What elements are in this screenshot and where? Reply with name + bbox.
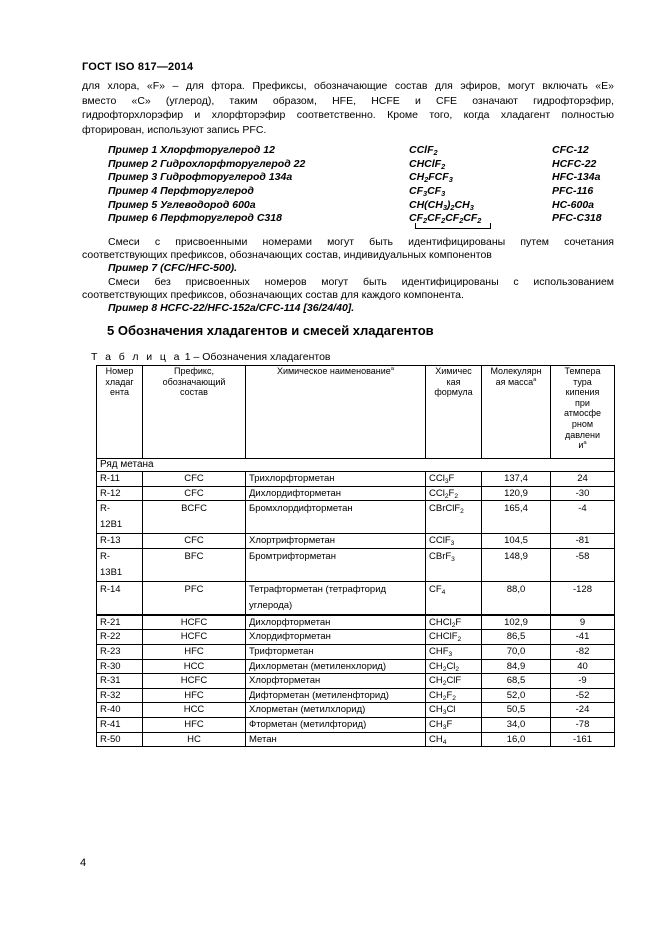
boiling-point: -81 xyxy=(551,534,615,549)
example-code: HC-600a xyxy=(552,198,595,211)
refrigerant-number: R-13 xyxy=(97,534,143,549)
table-caption-prefix: Т а б л и ц а xyxy=(91,351,182,363)
composition-prefix: BFC xyxy=(143,548,246,581)
molecular-mass: 16,0 xyxy=(482,732,551,747)
table-caption-text: 1 – Обозначения хладагентов xyxy=(181,351,331,363)
boiling-point: -161 xyxy=(551,732,615,747)
chemical-formula: $CH_2F_2$ xyxy=(426,688,482,703)
mixtures-line: Смеси с присвоенными номерами могут быть идентифицированы путем сочетания xyxy=(108,236,614,248)
example-code: HCFC-22 xyxy=(552,157,597,170)
example-formula: CClF$_2$ xyxy=(409,144,438,157)
table-header-row xyxy=(97,366,615,459)
example-8: Пример 8 HCFC-22/HFC-152a/CFC-114 [36/24/40]. xyxy=(108,302,355,315)
molecular-mass: 68,5 xyxy=(482,674,551,689)
boiling-point: -30 xyxy=(551,486,615,501)
molecular-mass: 165,4 xyxy=(482,501,551,534)
intro-line: вместо «C» (углерод), таким образом, HFE, HCFE и CFE означают гидрофторэфир, xyxy=(82,94,614,107)
example-code: CFC-12 xyxy=(552,144,589,156)
example-formula: $CF_2CF_2CF_2CF_2$ xyxy=(409,212,482,226)
group-label: Ряд метана xyxy=(97,459,615,472)
molecular-mass: 104,5 xyxy=(482,534,551,549)
example-formula: CHClF$_2$ xyxy=(409,157,446,171)
section-title: 5 Обозначения хладагентов и смесей хладагентов xyxy=(107,323,434,338)
composition-prefix: CFC xyxy=(143,534,246,549)
boiling-point: -24 xyxy=(551,703,615,718)
molecular-mass: 88,0 xyxy=(482,581,551,615)
composition-prefix: HCC xyxy=(143,703,246,718)
chemical-name: Бромтрифторметан xyxy=(246,548,426,581)
column-header: Темпера тура кипения при атмосфе рном давлени $и^a$ xyxy=(551,366,615,459)
chemical-name: Хлордифторметан xyxy=(246,630,426,645)
intro-line: фторирован, используют запись PFC. xyxy=(82,123,267,136)
composition-prefix: PFC xyxy=(143,581,246,615)
chemical-name: Трифторметан xyxy=(246,644,426,659)
chemical-formula: $CH_4$ xyxy=(426,732,482,747)
boiling-point: 40 xyxy=(551,659,615,674)
table-row xyxy=(97,732,615,747)
column-header: Химичес кая формула xyxy=(426,366,482,459)
chemical-name: Хлорметан (метилхлорид) xyxy=(246,703,426,718)
example-label: Пример 6 Перфторуглерод С318 xyxy=(108,212,282,225)
chemical-formula: $CH_2Cl_2$ xyxy=(426,659,482,674)
chemical-name: Дихлорметан (метиленхлорид) xyxy=(246,659,426,674)
intro-paragraph xyxy=(82,79,614,137)
chemical-formula: CBrClF$_2$ xyxy=(426,501,482,534)
table-row xyxy=(97,688,615,703)
refrigerant-number: R-14 xyxy=(97,581,143,615)
chemical-name: Фторметан (метилфторид) xyxy=(246,717,426,732)
column-header: Молекулярн ая масса$^a$ xyxy=(482,366,551,459)
boiling-point: -82 xyxy=(551,644,615,659)
chemical-formula: $CHF_3$ xyxy=(426,644,482,659)
chemical-formula: $CH_2ClF$ xyxy=(426,674,482,689)
table-row xyxy=(97,674,615,689)
refrigerant-number: R-32 xyxy=(97,688,143,703)
refrigerant-number: R-31 xyxy=(97,674,143,689)
refrigerant-number: R-50 xyxy=(97,732,143,747)
refrigerant-number: R-12 xyxy=(97,486,143,501)
composition-prefix: BCFC xyxy=(143,501,246,534)
example-code: HFC-134a xyxy=(552,171,601,184)
example-code: PFC-116 xyxy=(552,185,594,198)
example-formula: $CH(CH_3)_2CH_3$ xyxy=(409,198,474,212)
refrigerant-table xyxy=(96,365,615,747)
example-code: PFC-C318 xyxy=(552,212,602,225)
table-row xyxy=(97,703,615,718)
group-row xyxy=(97,459,615,472)
chemical-formula: CClF$_3$ xyxy=(426,534,482,549)
refrigerant-number: R-22 xyxy=(97,630,143,645)
table-row xyxy=(97,615,615,630)
example-label: Пример 4 Перфторуглерод xyxy=(108,185,254,198)
chemical-formula: CBrF$_3$ xyxy=(426,548,482,581)
document-header: ГОСТ ISO 817—2014 xyxy=(82,61,194,73)
molecular-mass: 137,4 xyxy=(482,472,551,487)
boiling-point: -78 xyxy=(551,717,615,732)
table-row xyxy=(97,534,615,549)
molecular-mass: 120,9 xyxy=(482,486,551,501)
table-row xyxy=(97,501,615,534)
boiling-point: -52 xyxy=(551,688,615,703)
composition-prefix: CFC xyxy=(143,472,246,487)
chemical-name: Бромхлордифторметан xyxy=(246,501,426,534)
composition-prefix: HFC xyxy=(143,688,246,703)
table-caption xyxy=(91,351,331,363)
boiling-point: -4 xyxy=(551,501,615,534)
table-body xyxy=(97,459,615,747)
table-row xyxy=(97,472,615,487)
molecular-mass: 102,9 xyxy=(482,615,551,630)
example-label: Пример 3 Гидрофторуглерод 134а xyxy=(108,171,293,184)
boiling-point: -41 xyxy=(551,630,615,645)
composition-prefix: HCFC xyxy=(143,630,246,645)
example-7: Пример 7 (CFC/HFC-500). xyxy=(108,262,238,275)
example-label: Пример 2 Гидрохлорфторуглерод 22 xyxy=(108,157,306,170)
boiling-point: 9 xyxy=(551,615,615,630)
refrigerant-number: R- 13B1 xyxy=(97,548,143,581)
table-row xyxy=(97,581,615,615)
refrigerant-number: R-40 xyxy=(97,703,143,718)
chemical-formula: CHCl$_2$F xyxy=(426,615,482,630)
chemical-formula: $CF_4$ xyxy=(426,581,482,615)
molecular-mass: 70,0 xyxy=(482,644,551,659)
molecular-mass: 52,0 xyxy=(482,688,551,703)
chemical-name: Дихлорфторметан xyxy=(246,615,426,630)
mixtures-line: Смеси без присвоенных номеров могут быть идентифицированы с использованием xyxy=(108,275,614,288)
refrigerant-number: R-30 xyxy=(97,659,143,674)
molecular-mass: 34,0 xyxy=(482,717,551,732)
refrigerant-number: R-21 xyxy=(97,615,143,630)
table-row xyxy=(97,644,615,659)
molecular-mass: 84,9 xyxy=(482,659,551,674)
composition-prefix: CFC xyxy=(143,486,246,501)
composition-prefix: HCC xyxy=(143,659,246,674)
boiling-point: -128 xyxy=(551,581,615,615)
chemical-name: Трихлорфторметан xyxy=(246,472,426,487)
table-row xyxy=(97,548,615,581)
molecular-mass: 50,5 xyxy=(482,703,551,718)
refrigerant-number: R- 12B1 xyxy=(97,501,143,534)
chemical-formula: $CH_3Cl$ xyxy=(426,703,482,718)
example-label: Пример 1 Хлорфторуглерод 12 xyxy=(108,144,275,156)
column-header: Химическое наименование$^a$ xyxy=(246,366,426,459)
chemical-name: Тетрафторметан (тетрафторид углерода) xyxy=(246,581,426,615)
chemical-formula: CCl$_3$F xyxy=(426,472,482,487)
composition-prefix: HFC xyxy=(143,717,246,732)
chemical-formula: $CCl_2F_2$ xyxy=(426,486,482,501)
table-row xyxy=(97,659,615,674)
chemical-name: Дифторметан (метиленфторид) xyxy=(246,688,426,703)
table-row xyxy=(97,717,615,732)
mixtures-paragraph xyxy=(82,236,614,315)
table-row xyxy=(97,630,615,645)
chemical-formula: $CH_3F$ xyxy=(426,717,482,732)
intro-line: для хлора, «F» – для фтора. Префиксы, обозначающие состав для эфиров, могут включать «E» xyxy=(82,80,614,92)
example-formula: $CH_2FCF_3$ xyxy=(409,171,453,185)
table-row xyxy=(97,486,615,501)
chemical-name: Метан xyxy=(246,732,426,747)
composition-prefix: HCFC xyxy=(143,674,246,689)
composition-prefix: HCFC xyxy=(143,615,246,630)
boiling-point: -58 xyxy=(551,548,615,581)
boiling-point: 24 xyxy=(551,472,615,487)
refrigerant-number: R-11 xyxy=(97,472,143,487)
composition-prefix: HFC xyxy=(143,644,246,659)
ring-bracket xyxy=(415,223,491,229)
chemical-formula: CHClF$_2$ xyxy=(426,630,482,645)
chemical-name: Хлорфторметан xyxy=(246,674,426,689)
molecular-mass: 86,5 xyxy=(482,630,551,645)
molecular-mass: 148,9 xyxy=(482,548,551,581)
mixtures-line: соответствующих префиксов, обозначающих состав, индивидуальных компонентов xyxy=(82,249,492,262)
refrigerant-number: R-23 xyxy=(97,644,143,659)
refrigerant-number: R-41 xyxy=(97,717,143,732)
intro-line: гидрофторхлорэфир и хлорфторэфир соответственно. Кроме того, когда хладагент полностью xyxy=(82,109,614,122)
chemical-name: Дихлордифторметан xyxy=(246,486,426,501)
example-formula: $CF_3CF_3$ xyxy=(409,185,446,199)
chemical-name: Хлортрифторметан xyxy=(246,534,426,549)
page-number: 4 xyxy=(80,857,87,869)
boiling-point: -9 xyxy=(551,674,615,689)
mixtures-line: соответствующих префиксов, обозначающих состав для каждого компонента. xyxy=(82,288,464,301)
example-label: Пример 5 Углеводород 600а xyxy=(108,198,256,211)
column-header: Префикс, обозначающий состав xyxy=(143,366,246,459)
composition-prefix: HC xyxy=(143,732,246,747)
column-header: Номер хладаг ента xyxy=(97,366,143,459)
